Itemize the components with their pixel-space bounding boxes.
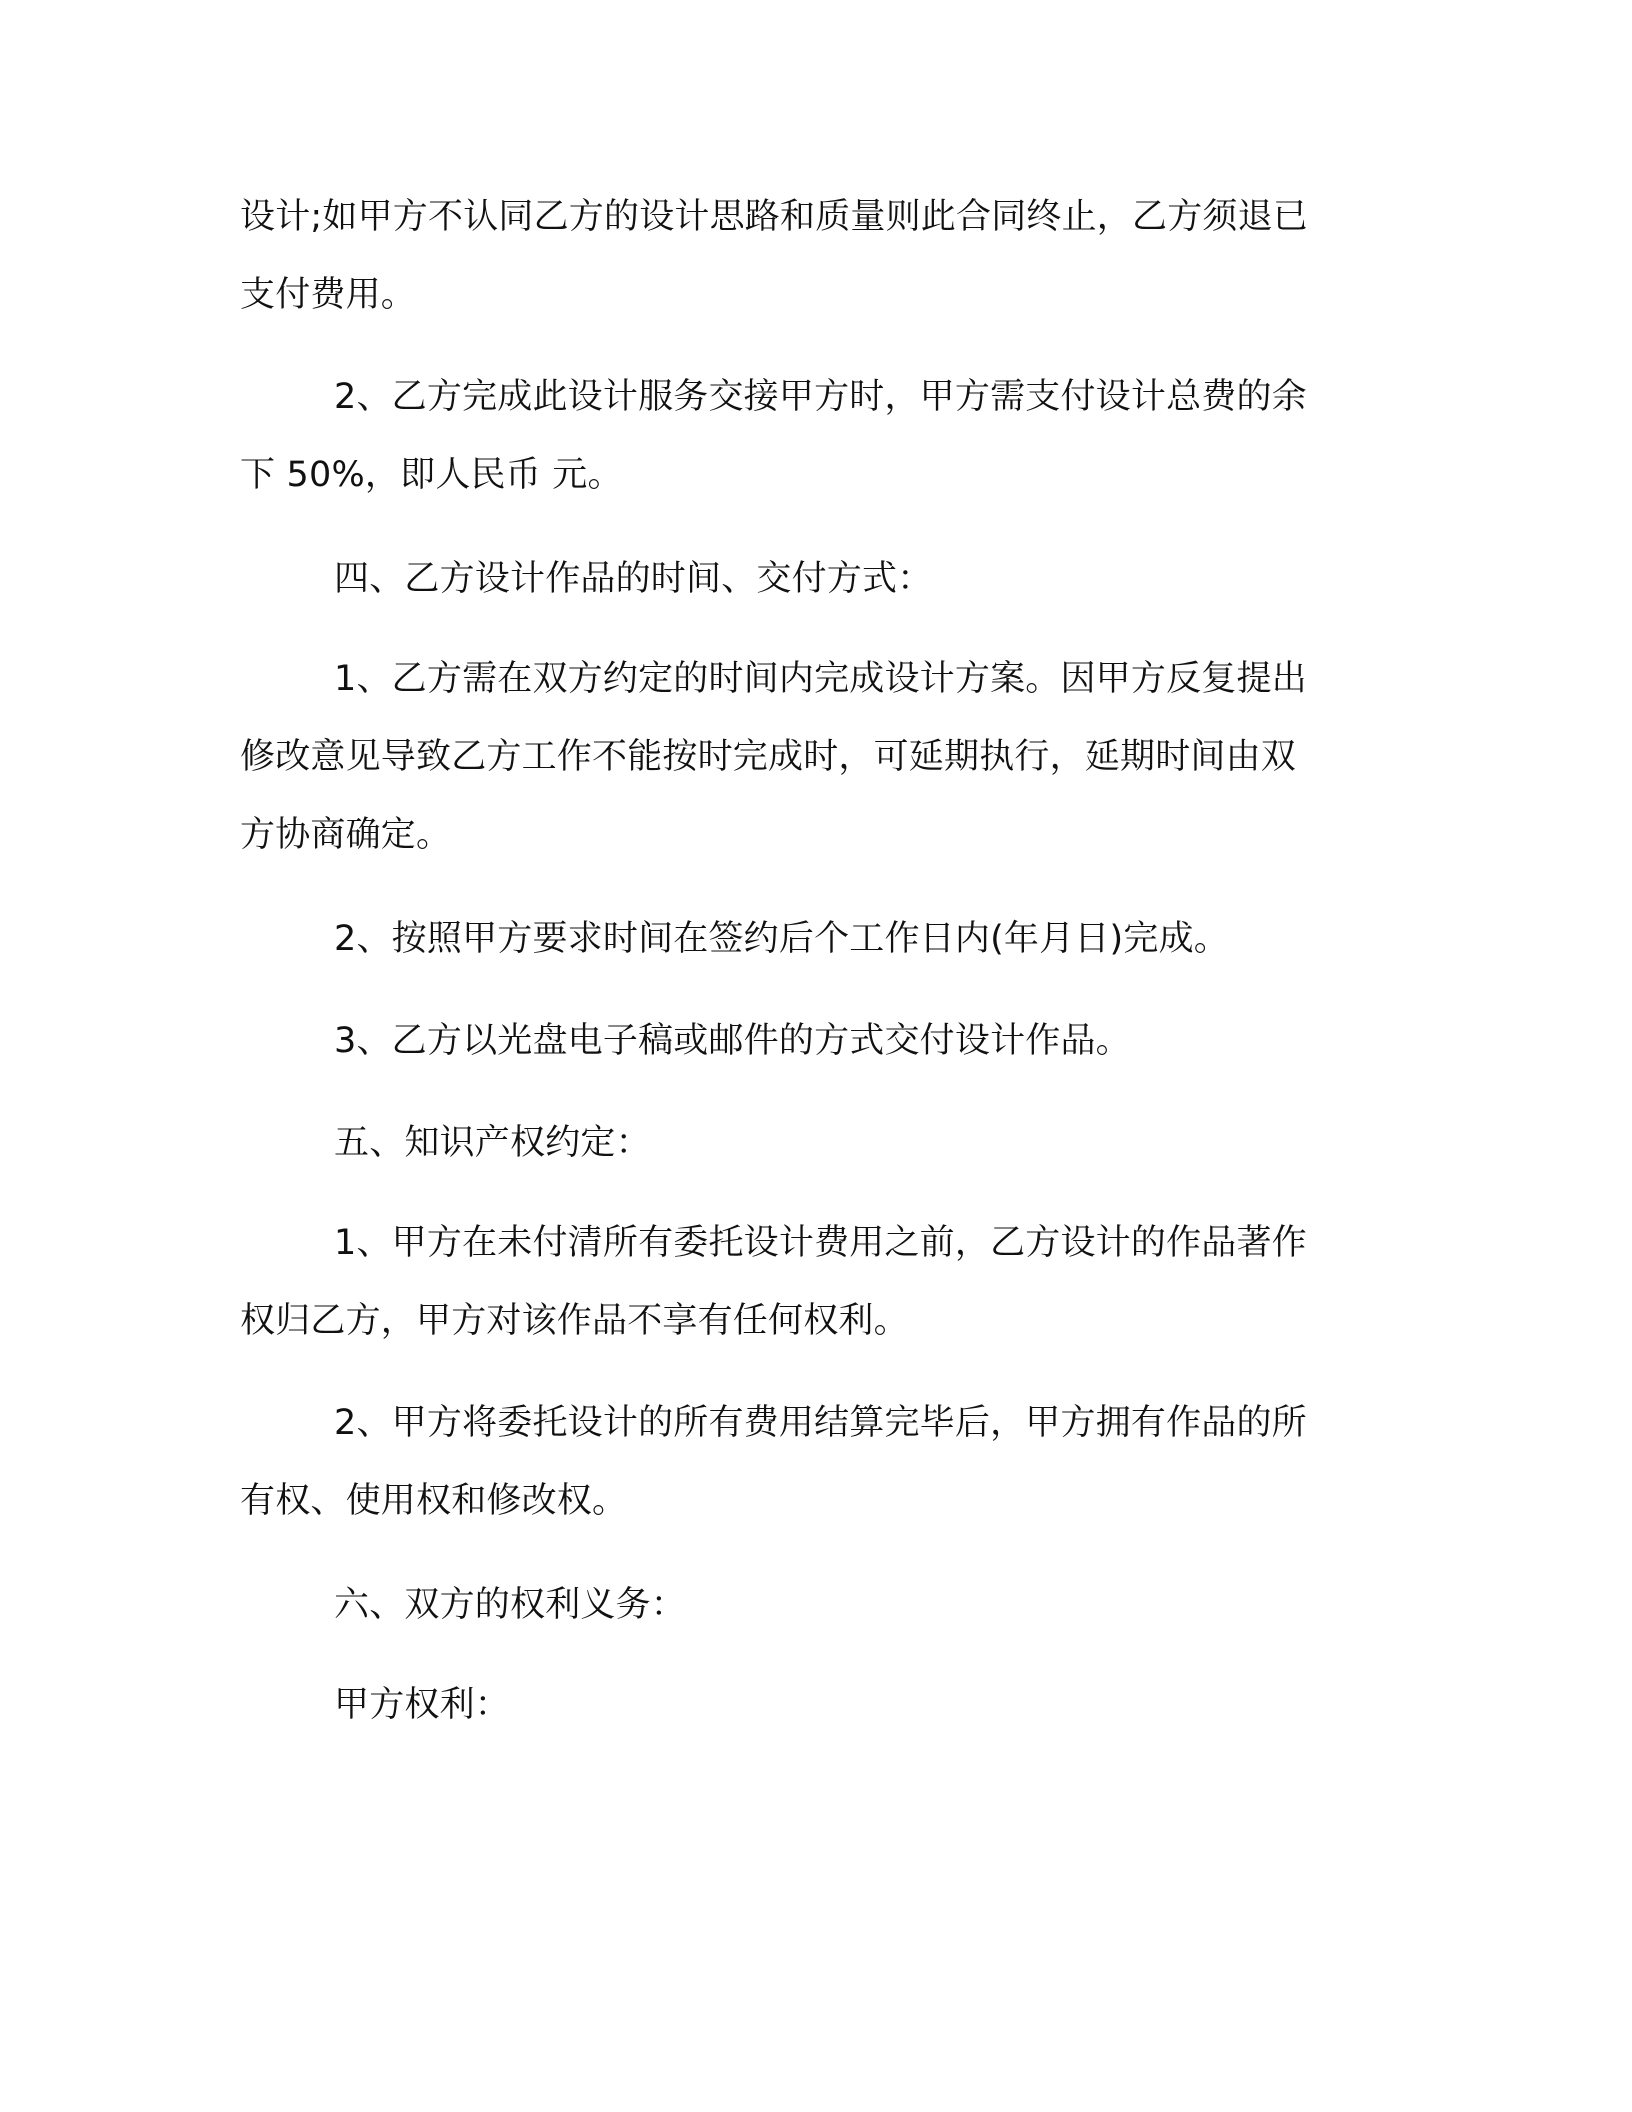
text-line: 2、甲方将委托设计的所有费用结算完毕后，甲方拥有作品的所 (334, 1403, 1307, 1443)
text-line: 六、双方的权利义务： (334, 1585, 687, 1625)
text-line: 权归乙方，甲方对该作品不享有任何权利。 (240, 1301, 909, 1341)
text-line: 甲方权利： (334, 1685, 511, 1725)
text-line: 支付费用。 (240, 275, 417, 315)
text-line: 方协商确定。 (240, 815, 452, 855)
paragraph-final-payment (240, 358, 1370, 514)
text-line: 有权、使用权和修改权。 (240, 1481, 628, 1521)
text-line: 下 50%，即人民币 元。 (240, 455, 623, 495)
text-line: 1、甲方在未付清所有委托设计费用之前，乙方设计的作品著作 (334, 1223, 1307, 1263)
text-line: 修改意见导致乙方工作不能按时完成时，可延期执行，延期时间由双 (240, 737, 1297, 777)
paragraph-completion-schedule (240, 900, 1370, 978)
paragraph-design-termination (240, 178, 1370, 334)
text-line: 四、乙方设计作品的时间、交付方式： (334, 559, 933, 599)
text-line: 五、知识产权约定： (334, 1123, 651, 1163)
subheading-party-a-rights (240, 1666, 1370, 1744)
text-line: 2、乙方完成此设计服务交接甲方时，甲方需支付设计总费的余 (334, 377, 1307, 417)
heading-section-six (240, 1566, 1370, 1644)
paragraph-copyright-after-payment (240, 1384, 1370, 1540)
text-line: 设计;如甲方不认同乙方的设计思路和质量则此合同终止，乙方须退已 (240, 197, 1308, 237)
heading-section-four (240, 540, 1370, 618)
text-line: 1、乙方需在双方约定的时间内完成设计方案。因甲方反复提出 (334, 659, 1307, 699)
paragraph-delivery-time (240, 640, 1370, 874)
heading-section-five (240, 1104, 1370, 1182)
paragraph-copyright-before-payment (240, 1204, 1370, 1360)
paragraph-delivery-method (240, 1002, 1370, 1080)
text-line: 3、乙方以光盘电子稿或邮件的方式交付设计作品。 (334, 1021, 1131, 1061)
text-line: 2、按照甲方要求时间在签约后个工作日内(年月日)完成。 (334, 919, 1229, 959)
